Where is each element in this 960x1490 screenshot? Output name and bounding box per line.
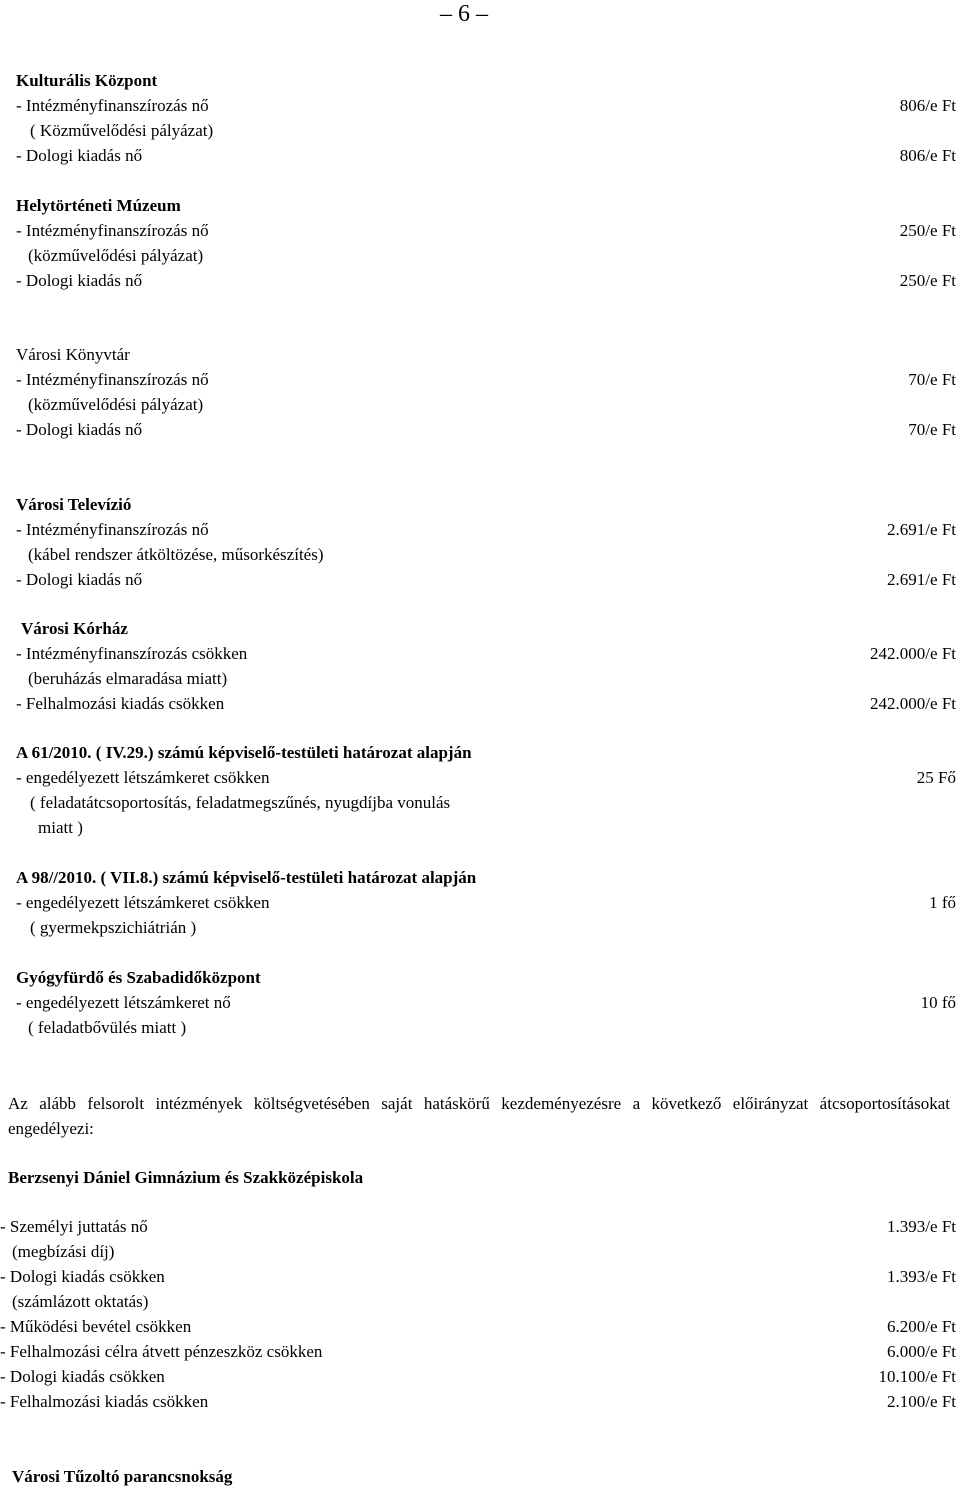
item-value: 1.393/e Ft — [887, 1267, 956, 1286]
item-line: - engedélyezett létszámkeret csökken — [16, 768, 270, 787]
item-line: - Intézményfinanszírozás nő — [16, 221, 209, 240]
item-note: (számlázott oktatás) — [12, 1292, 149, 1311]
item-note: ( feladatbővülés miatt ) — [28, 1018, 187, 1037]
intro-paragraph: Az alább felsorolt intézmények költségvetésében saját hatáskörű kezdeményezésre a következő előirányzat átcsoportosításokat engedélyezi: — [8, 1094, 950, 1138]
item-line: - engedélyezett létszámkeret nő — [16, 993, 231, 1012]
item-note: (beruházás elmaradása miatt) — [28, 669, 228, 688]
section-title: Városi Televízió — [16, 495, 132, 514]
item-value: 70/e Ft — [908, 420, 956, 439]
item-value: 250/e Ft — [899, 221, 956, 240]
item-line: - Dologi kiadás csökken — [0, 1267, 165, 1286]
item-value: 242.000/e Ft — [870, 694, 956, 713]
section-title: A 61/2010. ( IV.29.) számú képviselő-testületi határozat alapján — [16, 743, 472, 762]
item-note: ( feladatátcsoportosítás, feladatmegszűnés, nyugdíjba vonulás — [30, 793, 451, 812]
item-line: - Felhalmozási célra átvett pénzeszköz csökken — [0, 1342, 323, 1361]
item-line: - Felhalmozási kiadás csökken — [0, 1392, 209, 1411]
item-value: 70/e Ft — [908, 370, 956, 389]
item-line: - Dologi kiadás csökken — [0, 1367, 165, 1386]
item-value: 6.000/e Ft — [887, 1342, 956, 1361]
section-title: Helytörténeti Múzeum — [16, 196, 181, 215]
item-value: 1 fő — [929, 893, 956, 912]
item-line: - Felhalmozási kiadás csökken — [16, 694, 225, 713]
item-line: - Dologi kiadás nő — [16, 570, 143, 589]
item-value: 242.000/e Ft — [870, 644, 956, 663]
item-note: (megbízási díj) — [12, 1242, 115, 1261]
section-title: Városi Könyvtár — [16, 345, 130, 364]
item-line: - Dologi kiadás nő — [16, 420, 143, 439]
item-value: 2.691/e Ft — [887, 520, 956, 539]
item-note: ( Közművelődési pályázat) — [30, 121, 214, 140]
item-value: 2.100/e Ft — [887, 1392, 956, 1411]
item-value: 1.393/e Ft — [887, 1217, 956, 1236]
item-line: - Intézményfinanszírozás nő — [16, 96, 209, 115]
item-line: - Intézményfinanszírozás nő — [16, 370, 209, 389]
item-line: - Működési bevétel csökken — [0, 1317, 192, 1336]
section-title: Gyógyfürdő és Szabadidőközpont — [16, 968, 261, 987]
item-note: (közművelődési pályázat) — [28, 395, 204, 414]
section-title: Kulturális Központ — [16, 71, 158, 90]
section-title: Városi Kórház — [21, 619, 128, 638]
item-value: 25 Fő — [916, 768, 956, 787]
item-value: 6.200/e Ft — [887, 1317, 956, 1336]
item-line: - engedélyezett létszámkeret csökken — [16, 893, 270, 912]
item-note: miatt ) — [38, 818, 83, 837]
item-line: - Dologi kiadás nő — [16, 146, 143, 165]
page-number: – 6 – — [440, 1, 488, 27]
item-line: - Intézményfinanszírozás nő — [16, 520, 209, 539]
item-value: 806/e Ft — [899, 146, 956, 165]
item-value: 2.691/e Ft — [887, 570, 956, 589]
item-line: - Intézményfinanszírozás csökken — [16, 644, 248, 663]
item-value: 250/e Ft — [899, 271, 956, 290]
section-title: A 98//2010. ( VII.8.) számú képviselő-testületi határozat alapján — [16, 868, 477, 887]
item-value: 10.100/e Ft — [878, 1367, 956, 1386]
item-line: - Személyi juttatás nő — [0, 1217, 148, 1236]
item-value: 10 fő — [920, 993, 956, 1012]
section-title: Berzsenyi Dániel Gimnázium és Szakközépiskola — [8, 1168, 364, 1187]
item-note: ( gyermekpszichiátrián ) — [30, 918, 197, 937]
section-title: Városi Tűzoltó parancsnokság — [12, 1467, 233, 1486]
item-line: - Dologi kiadás nő — [16, 271, 143, 290]
item-value: 806/e Ft — [899, 96, 956, 115]
item-note: (közművelődési pályázat) — [28, 246, 204, 265]
item-note: (kábel rendszer átköltözése, műsorkészítés) — [28, 545, 324, 564]
